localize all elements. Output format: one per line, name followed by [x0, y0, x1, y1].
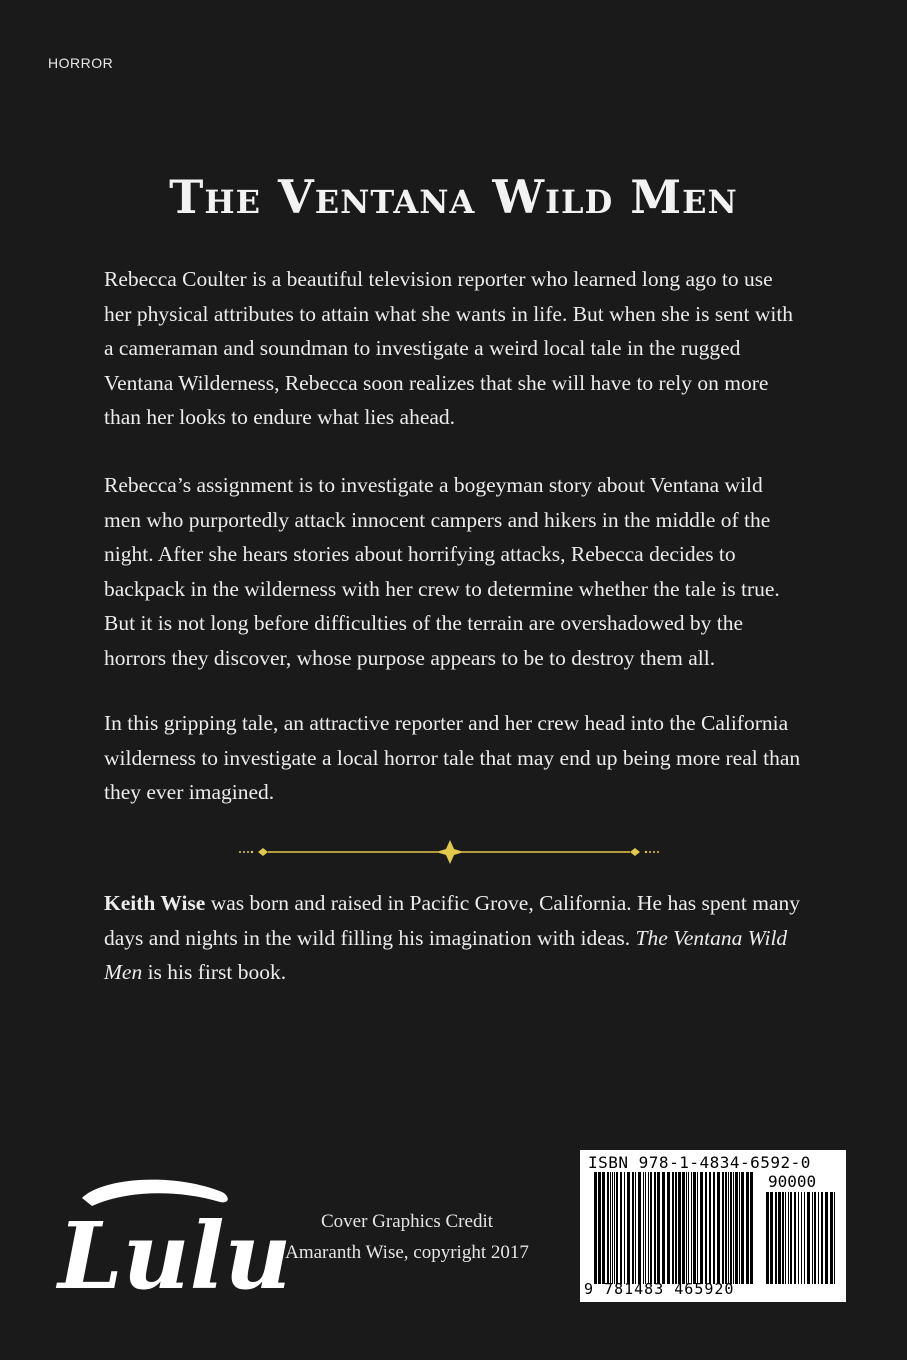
barcode-bar	[825, 1192, 828, 1284]
book-title: The Ventana Wild Men	[169, 170, 738, 224]
barcode-bar	[818, 1192, 819, 1284]
barcode-bar	[645, 1172, 646, 1284]
blurb-paragraph-3: In this gripping tale, an attractive reporter and her crew head into the California wilderness to investigate a local horror tale that may end up being more real than they ever imagined.	[104, 711, 801, 804]
barcode-addon-bars	[766, 1192, 838, 1284]
barcode-bar	[678, 1172, 681, 1284]
barcode-bar	[830, 1192, 833, 1284]
barcode-bar	[643, 1172, 644, 1284]
ean-digits: 9 781483 465920	[584, 1280, 735, 1298]
lulu-logo-icon	[52, 1170, 292, 1310]
barcode-bar	[775, 1192, 777, 1284]
barcode-bar	[741, 1172, 744, 1284]
barcode-bar	[728, 1172, 729, 1284]
bio-book-title: The Ventana Wild Men	[104, 925, 788, 984]
blurb-paragraph-1: Rebecca Coulter is a beautiful television reporter who learned long ago to use her physical attributes to attain what she wants in life. But when she is sent with a cameraman and soundman to investigate a weird local tale in the rugged Ventana Wilderness, Rebecca soon realizes that she will have to rely on more than her looks to endure what lies ahead.	[104, 267, 794, 429]
genre-label: HORROR	[48, 55, 114, 71]
barcode-bar	[812, 1192, 813, 1284]
barcode-bar	[746, 1172, 749, 1284]
author-name: Keith Wise	[104, 891, 206, 915]
barcode-bar	[688, 1172, 689, 1284]
barcode-bar	[686, 1172, 687, 1284]
barcode-bar	[739, 1172, 740, 1284]
barcode-bar	[730, 1172, 732, 1284]
barcode-bar	[750, 1172, 753, 1284]
isbn-barcode	[580, 1150, 846, 1302]
barcode-bar	[794, 1192, 796, 1284]
barcode-bar	[614, 1172, 615, 1284]
barcode-bar	[607, 1172, 609, 1284]
barcode-bar	[612, 1172, 613, 1284]
barcode-bar	[834, 1192, 835, 1284]
barcode-bar	[733, 1172, 734, 1284]
isbn-label: ISBN 978-1-4834-6592-0	[588, 1153, 811, 1172]
barcode-bar	[691, 1172, 692, 1284]
blurb-paragraph-2: Rebecca’s assignment is to investigate a bogeyman story about Ventana wild men who purportedly attack innocent campers and hikers in the middle of the night. After she hears stories about horrifying attacks, Rebecca decides to backpack in the wilderness with her crew to determine whether the tale is true. But it is not long before difficulties of the terrain are overshadowed by the horrors they discover, whose purpose appears to be to destroy them all.	[104, 473, 780, 670]
barcode-bar	[798, 1192, 799, 1284]
cover-credit	[262, 1206, 552, 1268]
barcode-bar	[616, 1172, 618, 1284]
barcode-bar	[610, 1172, 611, 1284]
ornament-divider-icon	[238, 840, 660, 864]
barcode-bar	[821, 1192, 823, 1284]
barcode-bar	[807, 1192, 810, 1284]
lulu-logo-text: Lulu	[58, 1202, 292, 1310]
barcode-bar	[814, 1192, 816, 1284]
barcode-bar	[709, 1172, 711, 1284]
credit-line-2: Amaranth Wise, copyright 2017	[285, 1242, 529, 1263]
barcode-bar	[790, 1192, 792, 1284]
barcode-bar	[722, 1172, 724, 1284]
barcode-bar	[638, 1172, 641, 1284]
barcode-bar	[782, 1192, 784, 1284]
barcode-bar	[594, 1172, 597, 1284]
barcode-bar	[697, 1172, 698, 1284]
barcode-bar	[735, 1172, 738, 1284]
barcode-bar	[770, 1192, 773, 1284]
barcode-bar	[635, 1172, 636, 1284]
barcode-bar	[620, 1172, 622, 1284]
barcode-bar	[705, 1172, 707, 1284]
barcode-bar	[672, 1172, 674, 1284]
barcode-bar	[725, 1172, 727, 1284]
barcode-bar	[766, 1192, 769, 1284]
barcode-bar	[788, 1192, 789, 1284]
barcode-bar	[650, 1172, 652, 1284]
barcode-bar	[700, 1172, 703, 1284]
barcode-bar	[675, 1172, 677, 1284]
bio-text-2: is his first book.	[142, 960, 287, 984]
barcode-bar	[648, 1172, 649, 1284]
barcode-bar	[627, 1172, 630, 1284]
barcode-bar	[778, 1192, 781, 1284]
barcode-bar	[713, 1172, 715, 1284]
credit-line-1: Cover Graphics Credit	[320, 1211, 493, 1232]
barcode-bar	[632, 1172, 634, 1284]
barcode-bar	[693, 1172, 696, 1284]
barcode-bars	[594, 1172, 756, 1284]
barcode-bar	[624, 1172, 625, 1284]
price-code: 90000	[768, 1172, 817, 1191]
barcode-bar	[801, 1192, 802, 1284]
barcode-bar	[662, 1172, 665, 1284]
barcode-bar	[657, 1172, 660, 1284]
barcode-bar	[667, 1172, 670, 1284]
author-bio	[104, 886, 804, 990]
barcode-bar	[682, 1172, 685, 1284]
barcode-bar	[598, 1172, 601, 1284]
barcode-bar	[654, 1172, 656, 1284]
bio-text-1: was born and raised in Pacific Grove, California. He has spent many days and nights in the wild filling his imagination with ideas.	[104, 891, 801, 950]
barcode-bar	[602, 1172, 605, 1284]
barcode-bar	[717, 1172, 720, 1284]
barcode-bar	[785, 1192, 786, 1284]
barcode-bar	[804, 1192, 805, 1284]
